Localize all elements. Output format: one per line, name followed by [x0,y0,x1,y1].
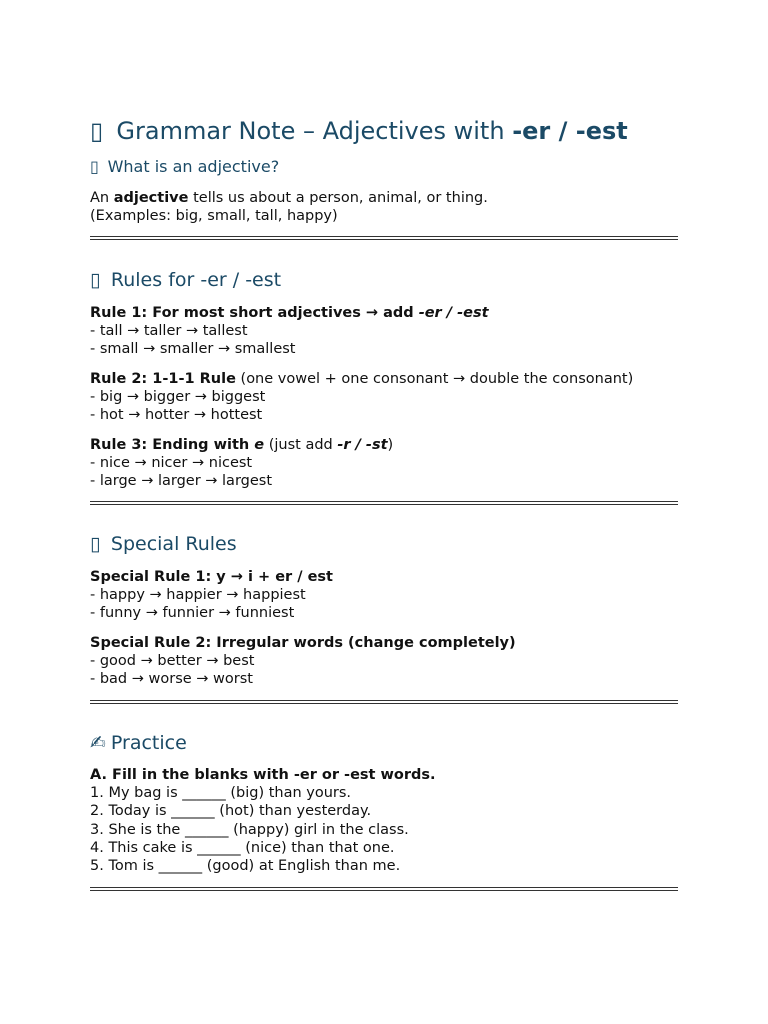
intro-text [90,189,678,225]
list-item: 2. Today is ______ (hot) than yesterday. [90,803,372,820]
rule-3 [90,436,678,491]
list-item: - nice → nicer → nicest [90,455,253,472]
list-item: 5. Tom is ______ (good) at English than me. [90,858,401,875]
list-item: - good → better → best [90,653,255,670]
star-icon: ▯ [90,533,101,555]
list-item: - big → bigger → biggest [90,389,266,406]
divider [90,887,678,891]
rule-2-label: Rule 2: 1-1-1 Rule (one vowel + one consonant → double the consonant) [90,371,634,387]
special-rule-2-label: Special Rule 2: Irregular words (change completely) [90,635,516,651]
practice-instruction: A. Fill in the blanks with -er or -est words. [90,767,436,783]
list-item: - tall → taller → tallest [90,323,248,340]
intro-line-1: An adjective tells us about a person, animal, or thing. [90,190,488,206]
list-item: - large → larger → largest [90,473,273,490]
list-item: - bad → worse → worst [90,671,253,688]
rule-3-label: Rule 3: Ending with e (just add -r / -st) [90,437,394,453]
list-item: - small → smaller → smallest [90,341,296,358]
list-item: 4. This cake is ______ (nice) than that one. [90,839,395,856]
divider [90,501,678,505]
list-item: 3. She is the ______ (happy) girl in the class. [90,821,409,838]
list-item: - funny → funnier → funniest [90,605,295,622]
writing-hand-icon: ✍ [90,732,106,754]
title-suffix: -er / -est [512,117,628,145]
rule-2 [90,370,678,425]
special-rule-1 [90,568,678,623]
practice-heading: ✍ Practice [90,732,187,754]
book-icon: ▯ [90,117,104,145]
special-heading: ▯ Special Rules [90,533,237,555]
list-item: - happy → happier → happiest [90,587,306,604]
list-item: 1. My bag is ______ (big) than yours. [90,785,352,802]
practice-exercise [90,766,678,875]
divider [90,236,678,240]
rules-heading: ▯ Rules for -er / -est [90,269,282,291]
intro-heading: ▯ What is an adjective? [90,157,280,176]
rule-1 [90,304,678,359]
question-icon: ▯ [90,157,99,176]
page-title: ▯ Grammar Note – Adjectives with -er / -est [90,114,628,148]
special-rule-1-label: Special Rule 1: y → i + er / est [90,569,333,585]
list-icon: ▯ [90,269,101,291]
intro-line-2: (Examples: big, small, tall, happy) [90,208,338,225]
special-rule-2 [90,634,678,689]
rule-1-label: Rule 1: For most short adjectives → add -er / -est [90,305,489,321]
list-item: - hot → hotter → hottest [90,407,263,424]
divider [90,700,678,704]
